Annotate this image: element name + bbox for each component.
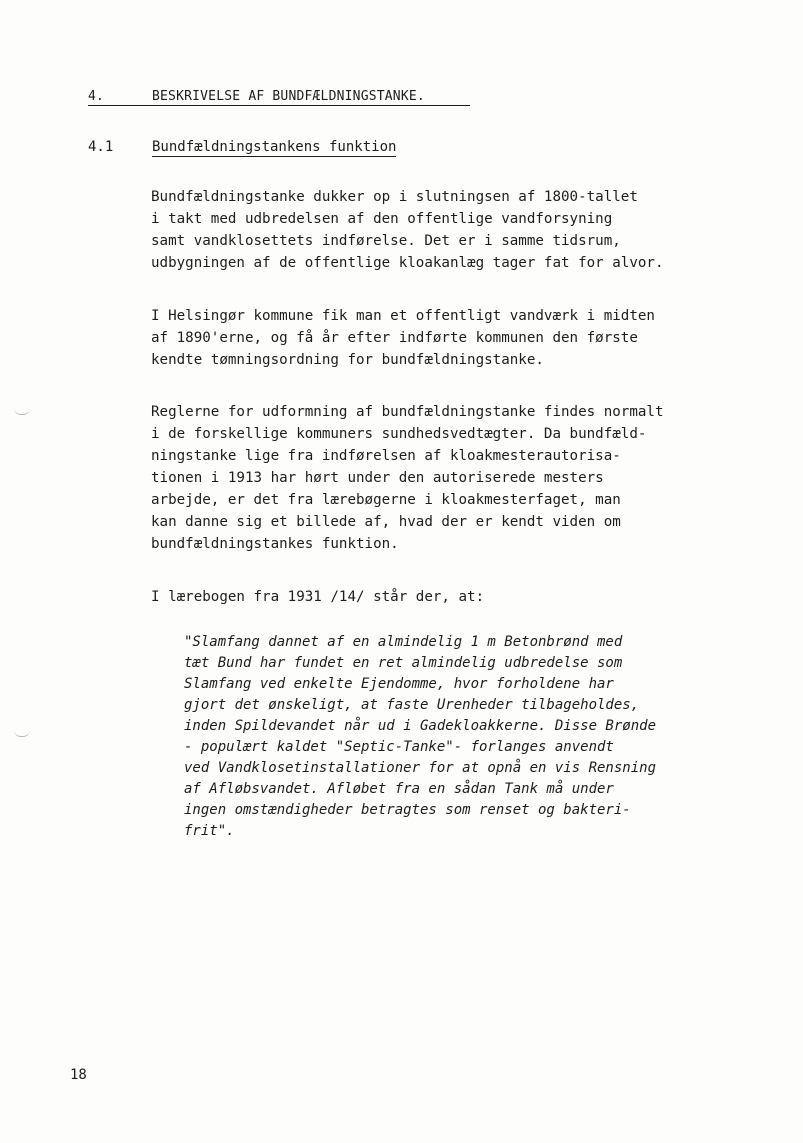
paragraph-line: i de forskellige kommuners sundhedsvedtægter. Da bundfæld- (151, 426, 647, 442)
quote-line: Slamfang ved enkelte Ejendomme, hvor forholdene har (184, 676, 614, 692)
paragraph-line: samt vandklosettets indførelse. Det er i samme tidsrum, (151, 233, 621, 249)
section-title: BESKRIVELSE AF BUNDFÆLDNINGSTANKE. (152, 89, 425, 104)
section-heading (88, 89, 470, 106)
quote-line: ingen omstændigheder betragtes som renset og bakteri- (184, 802, 631, 818)
paragraph-line: i takt med udbredelsen af den offentlige vandforsyning (151, 211, 613, 227)
quote-line: af Afløbsvandet. Afløbet fra en sådan Tank må under (184, 781, 614, 797)
quote-line: gjort det ønskeligt, at faste Urenheder tilbageholdes, (184, 697, 640, 713)
paragraph-line: I Helsingør kommune fik man et offentligt vandværk i midten (151, 308, 655, 324)
page-number: 18 (70, 1067, 87, 1083)
paragraph-line: af 1890'erne, og få år efter indførte kommunen den første (151, 330, 638, 346)
section-number: 4. (88, 89, 105, 104)
paragraph-line: bundfældningstankes funktion. (151, 536, 399, 552)
paragraph-origin (151, 186, 731, 274)
quote-line: - populært kaldet "Septic-Tanke"- forlanges anvendt (184, 739, 614, 755)
subsection-number: 4.1 (88, 139, 114, 155)
paragraph-line: kan danne sig et billede af, hvad der er kendt viden om (151, 514, 621, 530)
paragraph-line: ningstanke lige fra indførelsen af kloakmesterautorisa- (151, 448, 621, 464)
textbook-quote (184, 632, 724, 842)
paragraph-line: Reglerne for udformning af bundfældningstanke findes normalt (151, 404, 664, 420)
paragraph-line: arbejde, er det fra lærebøgerne i kloakmesterfaget, man (151, 492, 621, 508)
paragraph-helsingor (151, 305, 731, 371)
paragraph-line: kendte tømningsordning for bundfældningstanke. (151, 352, 544, 368)
paragraph-line: I lærebogen fra 1931 /14/ står der, at: (151, 589, 485, 605)
binder-hole-mark (14, 408, 30, 415)
quote-line: "Slamfang dannet af en almindelig 1 m Betonbrønd med (184, 634, 623, 650)
quote-line: frit". (184, 823, 235, 839)
quote-line: inden Spildevandet når ud i Gadekloakkerne. Disse Brønde (184, 718, 657, 734)
binder-hole-mark (14, 730, 30, 737)
paragraph-line: Bundfældningstanke dukker op i slutningsen af 1800-tallet (151, 189, 638, 205)
quote-line: ved Vandklosetinstallationer for at opnå en vis Rensning (184, 760, 657, 776)
quote-line: tæt Bund har fundet en ret almindelig udbredelse som (184, 655, 623, 671)
paragraph-line: udbygningen af de offentlige kloakanlæg tager fat for alvor. (151, 255, 664, 271)
subsection-title: Bundfældningstankens funktion (152, 139, 397, 155)
paragraph-regulations (151, 401, 731, 555)
paragraph-textbook-intro (151, 586, 731, 608)
paragraph-line: tionen i 1913 har hørt under den autoriserede mesters (151, 470, 604, 486)
